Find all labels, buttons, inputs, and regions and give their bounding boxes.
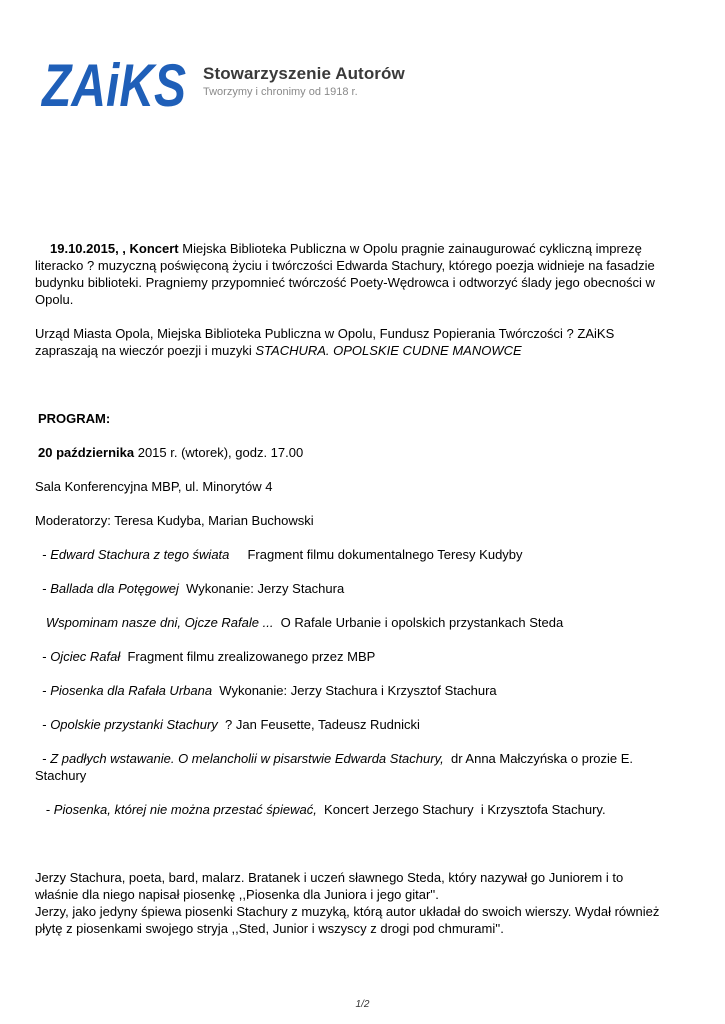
program-item <box>35 801 665 818</box>
moderators: Moderatorzy: Teresa Kudyba, Marian Buchowski <box>35 513 314 528</box>
event-date-rest: 2015 r. (wtorek), godz. 17.00 <box>134 445 304 460</box>
zaiks-logo <box>40 52 190 119</box>
header <box>40 52 460 119</box>
program-item-title: Piosenka, której nie można przestać śpiewać, <box>53 802 317 817</box>
program-item-prefix: - <box>35 751 51 766</box>
program-item-title: Edward Stachura z tego świata <box>50 547 230 562</box>
program-item-desc: ? Jan Feusette, Tadeusz Rudnicki <box>217 717 420 732</box>
program-item-prefix: - <box>35 581 51 596</box>
program-item-prefix: - <box>35 649 51 664</box>
program-item-title: Wspominam nasze dni, Ojcze Rafale ... <box>45 615 274 630</box>
program-item-prefix <box>35 615 46 630</box>
program-item-desc: Fragment filmu zrealizowanego przez MBP <box>120 649 376 664</box>
program-item <box>35 580 665 597</box>
invite-text: Urząd Miasta Opola, Miejska Biblioteka Publiczna w Opolu, Fundusz Popierania Twórczości ? ZAiKS zapraszają na wieczór poezji i muzyki <box>35 326 615 358</box>
program-item-title: Ballada dla Potęgowej <box>50 581 179 596</box>
program-item <box>35 682 665 699</box>
program-item <box>35 546 665 563</box>
logo-text: ZAiKS <box>40 52 187 119</box>
bio-paragraph <box>35 869 665 937</box>
program-item-title: Piosenka dla Rafała Urbana <box>50 683 213 698</box>
document-body <box>35 240 665 937</box>
intro-paragraph <box>35 240 665 308</box>
program-item <box>35 648 665 665</box>
program-item-title: Opolskie przystanki Stachury <box>50 717 218 732</box>
bio-line-2: Jerzy, jako jedyny śpiewa piosenki Stachury z muzyką, którą autor układał do swoich wierszy. Wydał również płytę z piosenkami swojego stryja ,,Sted, Junior i wszyscy z drogi pod chmurami''. <box>35 904 660 936</box>
intro-text: Miejska Biblioteka Publiczna w Opolu pragnie zainaugurować cykliczną imprezę literacko ? muzyczną poświęconą życiu i twórczości Edwarda Stachury, którego poezja widnieje na fasadzie budynku biblioteki. Pragniemy przypomnieć twórczość Poety-Wędrowca i odtworzyć ślady jego obecności w Opolu. <box>35 241 655 307</box>
intro-date: 19.10.2015, , Koncert <box>50 241 179 256</box>
program-item-desc: Wykonanie: Jerzy Stachura <box>178 581 345 596</box>
bio-line-1: Jerzy Stachura, poeta, bard, malarz. Bratanek i uczeń sławnego Steda, który nazywał go Juniorem i to właśnie dla niego napisał piosenkę ,,Piosenka dla Juniora i jego gitar''. <box>35 870 624 902</box>
event-date <box>35 444 665 461</box>
program-item-desc: dr Anna Małczyńska o prozie E. Stachury <box>35 751 637 783</box>
program-list <box>35 546 665 818</box>
event-title: STACHURA. OPOLSKIE CUDNE MANOWCE <box>255 343 522 358</box>
program-item-prefix: - <box>35 802 54 817</box>
program-heading: PROGRAM: <box>38 411 111 426</box>
org-tagline: Tworzymy i chronimy od 1918 r. <box>203 86 358 98</box>
program-item <box>35 614 665 631</box>
program-item <box>35 716 665 733</box>
program-item-prefix: - <box>35 683 51 698</box>
invite-paragraph <box>35 325 665 359</box>
program-item-desc: Wykonanie: Jerzy Stachura i Krzysztof Stachura <box>212 683 497 698</box>
program-item-title: Ojciec Rafał <box>50 649 121 664</box>
event-date-bold: 20 października <box>38 445 135 460</box>
page-number: 1/2 <box>355 999 370 1010</box>
program-item-desc: O Rafale Urbanie i opolskich przystankach Steda <box>273 615 564 630</box>
org-block <box>203 64 405 99</box>
org-name: Stowarzyszenie Autorów <box>203 64 405 83</box>
program-item-prefix: - <box>35 547 51 562</box>
program-item-prefix: - <box>35 717 51 732</box>
program-item-desc: Fragment filmu dokumentalnego Teresy Kudyby <box>229 547 523 562</box>
program-item-desc: Koncert Jerzego Stachury i Krzysztofa Stachury. <box>316 802 606 817</box>
program-item-title: Z padłych wstawanie. O melancholii w pisarstwie Edwarda Stachury, <box>50 751 444 766</box>
venue: Sala Konferencyjna MBP, ul. Minorytów 4 <box>35 479 273 494</box>
program-item <box>35 750 665 784</box>
